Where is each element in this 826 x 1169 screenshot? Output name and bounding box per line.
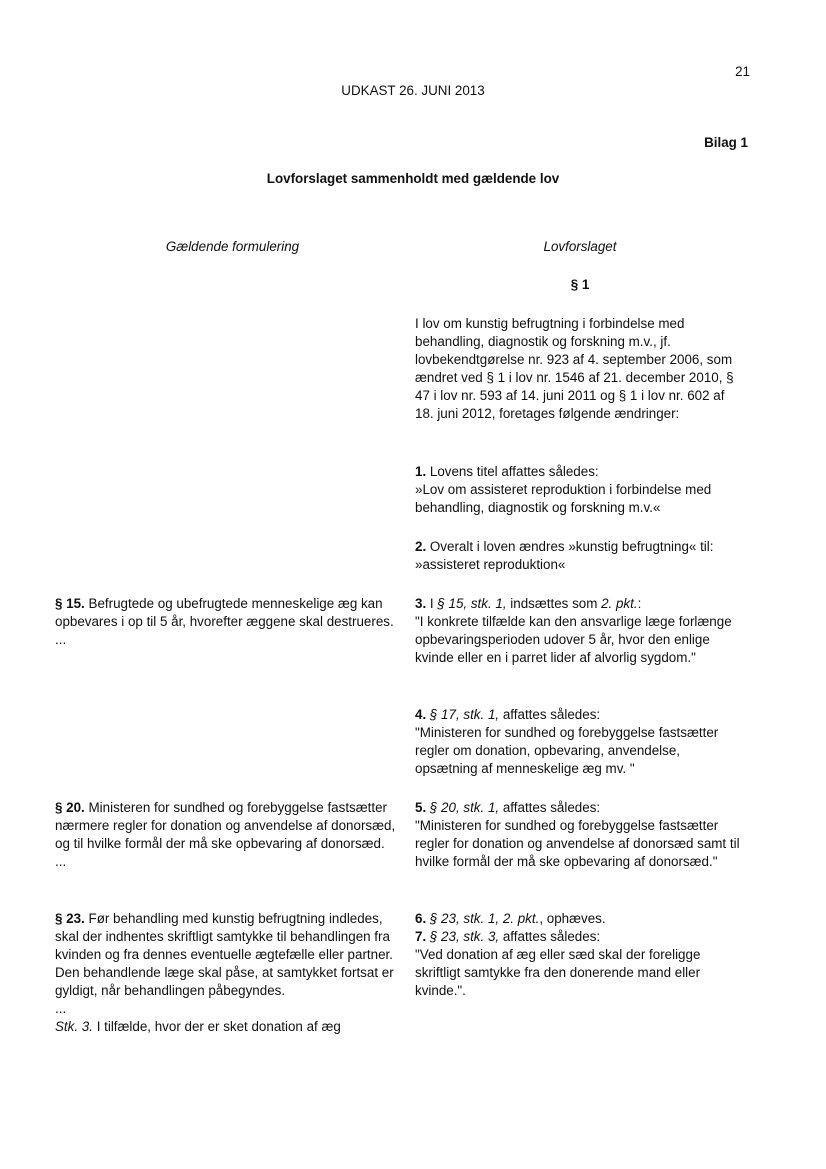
left-column-heading: Gældende formulering [165,239,300,254]
law-reference: § 20, stk. 1, [426,800,500,815]
law-reference: 2. pkt. [601,596,638,611]
amendment-item-1 [415,463,745,517]
item-lead-text: Overalt i loven ændres »kunstig befrugtning« til: »assisteret reproduktion« [415,539,714,572]
item-3-lead: 3. I § 15, stk. 1, indsættes som 2. pkt.: [415,596,642,611]
item-number: 6. [415,911,427,926]
item-number: 4. [415,707,427,722]
item-7-lead: 7. § 23, stk. 3, affattes således: [415,929,601,944]
section-text: Før behandling med kunstig befrugtning indledes, skal der indhentes skriftligt samtykke til behandlingen fra kvinden og fra dennes eventuelle ægtefælle eller partner. Den behandlende læge skal påse, at samtykket fortsat er gyldigt, når behandlingen påbegyndes. [55,911,394,998]
item-5-lead: 5. § 20, stk. 1, affattes således: [415,800,601,815]
item-7-text: "Ved donation af æg eller sæd skal der foreligge skriftligt samtykke fra den donerende mand eller kvinde.". [415,947,701,998]
annex-label: Bilag 1 [704,135,748,150]
item-number: 1. [415,464,427,479]
section-number: § 15. [55,596,85,611]
law-reference: § 17, stk. 1, [426,707,500,722]
law-reference: § 23, stk. 3, [426,929,500,944]
current-law-section-23 [55,910,400,1036]
item-4-lead: 4. § 17, stk. 1, affattes således: [415,707,601,722]
item-6: 6. § 23, stk. 1, 2. pkt., ophæves. [415,911,606,926]
document-title: Lovforslaget sammenholdt med gældende lov [266,171,560,186]
item-1-text: »Lov om assisteret reproduktion i forbindelse med behandling, diagnostik og forskning m.v.« [415,482,712,515]
section-text: Befrugtede og ubefrugtede menneskelige æg kan opbevares i op til 5 år, hvorefter æggene skal destrueres. [55,596,394,629]
section-number: § 20. [55,800,85,815]
item-4-text: "Ministeren for sundhed og forebyggelse fastsætter regler om donation, opbevaring, anvendelse, opsætning af menneskelige æg mv. " [415,725,719,776]
subsection-3 [55,1018,400,1036]
current-law-section-20 [55,799,400,871]
ellipsis: ... [55,632,67,647]
subsection-label: Stk. 3. [55,1019,93,1034]
amendment-item-3 [415,595,745,667]
section-mark: § 1 [570,277,590,292]
item-5-text: "Ministeren for sundhed og forebyggelse fastsætter regler for donation og anvendelse af donorsæd samt til hvilke formål der må ske opbevaring af donorsæd." [415,818,740,869]
item-3-text: "I konkrete tilfælde kan den ansvarlige læge forlænge opbevaringsperioden udover 5 år, hvor den enlige kvinde eller en i parret lider af alvorlig sygdom." [415,614,732,665]
section-text: Ministeren for sundhed og forebyggelse fastsætter nærmere regler for donation og anvendelse af donorsæd, og til hvilke formål der må ske opbevaring af donorsæd. [55,800,396,851]
item-number: 5. [415,800,427,815]
law-reference: § 15, stk. 1, [437,596,507,611]
item-number: 3. [415,596,427,611]
ellipsis: ... [55,1001,67,1016]
amendment-items-6-7 [415,910,745,1000]
intro-paragraph: I lov om kunstig befrugtning i forbindelse med behandling, diagnostik og forskning m.v., jf. lovbekendtgørelse nr. 923 af 4. september 2006, som ændret ved § 1 i lov nr. 1546 af 21. december 2010, § 47 i lov nr. 593 af 14. juni 2011 og § 1 i lov nr. 602 af 18. juni 2012, foretages følgende ændringer: [415,316,734,421]
item-number: 2. [415,539,427,554]
page-number: 21 [735,64,750,79]
ellipsis: ... [55,854,67,869]
item-1-lead [415,463,745,481]
subsection-text: I tilfælde, hvor der er sket donation af æg [92,1019,341,1034]
draft-header: UDKAST 26. JUNI 2013 [341,83,485,98]
amendment-item-2 [415,538,745,574]
item-lead-text: Lovens titel affattes således: [426,464,599,479]
right-column-heading: Lovforslaget [543,239,617,254]
amendment-item-4 [415,706,745,778]
item-number: 7. [415,929,427,944]
current-law-section-15 [55,595,400,649]
law-reference: § 23, stk. 1, 2. pkt. [426,911,540,926]
amendment-item-5 [415,799,745,871]
section-number: § 23. [55,911,85,926]
